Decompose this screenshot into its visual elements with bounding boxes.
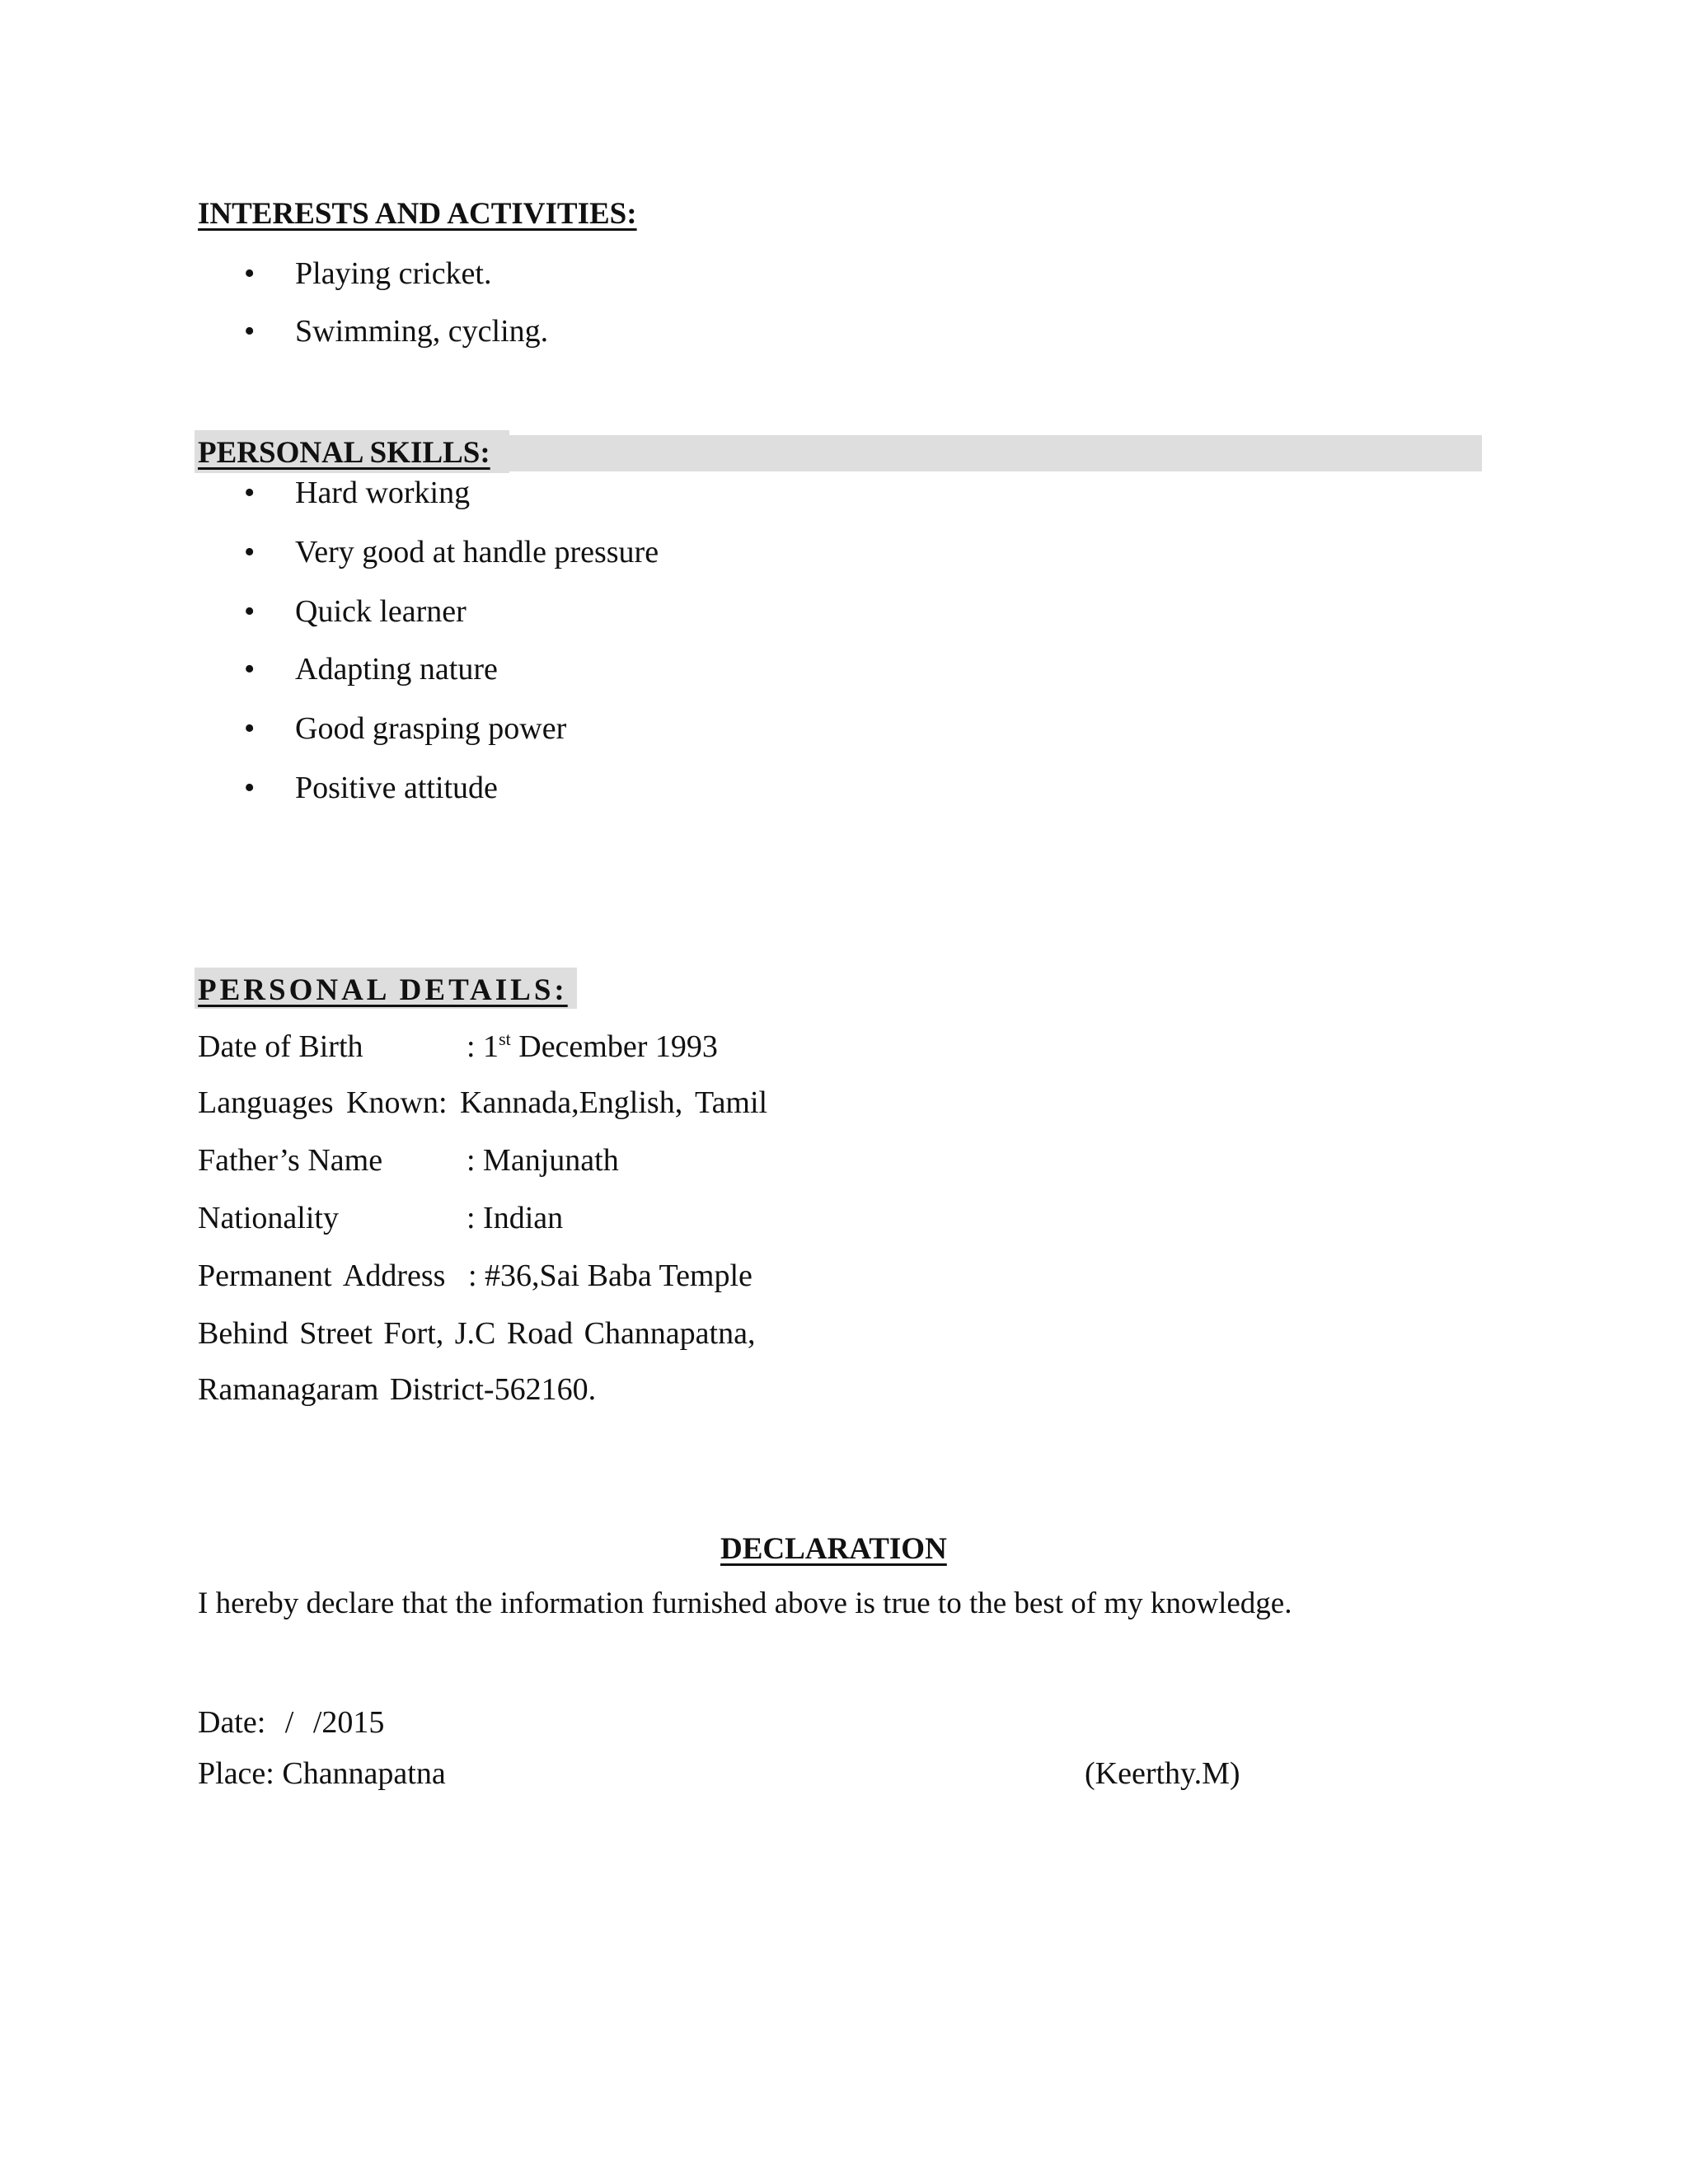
interests-heading: INTERESTS AND ACTIVITIES:: [198, 197, 637, 231]
nationality-value: : Indian: [467, 1201, 564, 1235]
place-line: Place: Channapatna: [198, 1756, 446, 1791]
list-item-label: Hard working: [295, 476, 471, 510]
dob-value: [467, 1029, 718, 1065]
list-item-label: Very good at handle pressure: [295, 535, 659, 569]
bullet-icon: •: [244, 711, 256, 746]
skills-heading: PERSONAL SKILLS:: [198, 436, 490, 470]
address-line-3: Ramanagaram District-562160.: [198, 1372, 597, 1407]
declaration-heading: DECLARATION: [720, 1532, 947, 1566]
declaration-text: I hereby declare that the information furnished above is true to the best of my knowledge.: [198, 1586, 1292, 1620]
address-label: Permanent Address: [198, 1258, 446, 1293]
address-value: : #36,Sai Baba Temple: [468, 1258, 753, 1293]
signature-name: (Keerthy.M): [1085, 1756, 1240, 1791]
dob-rest: December 1993: [510, 1029, 718, 1064]
date-line: Date: / /2015: [198, 1705, 385, 1740]
bullet-icon: •: [244, 535, 256, 569]
dob-day: : 1: [467, 1029, 499, 1064]
dob-suffix: st: [499, 1029, 511, 1049]
bullet-icon: •: [244, 771, 256, 805]
bullet-icon: •: [244, 256, 256, 291]
father-value: : Manjunath: [467, 1143, 619, 1178]
bullet-icon: •: [244, 652, 256, 687]
nationality-label: Nationality: [198, 1201, 339, 1235]
list-item-label: Swimming, cycling.: [295, 314, 549, 349]
list-item-label: Adapting nature: [295, 652, 498, 687]
languages-line: Languages Known: Kannada,English, Tamil: [198, 1085, 768, 1120]
dob-label: Date of Birth: [198, 1029, 363, 1064]
bullet-icon: •: [244, 594, 256, 629]
bullet-icon: •: [244, 314, 256, 349]
list-item-label: Positive attitude: [295, 771, 498, 805]
list-item-label: Good grasping power: [295, 711, 567, 746]
details-heading: PERSONAL DETAILS:: [198, 973, 568, 1007]
father-label: Father’s Name: [198, 1143, 383, 1178]
list-item-label: Playing cricket.: [295, 256, 492, 291]
list-item-label: Quick learner: [295, 594, 467, 629]
bullet-icon: •: [244, 476, 256, 510]
address-line-2: Behind Street Fort, J.C Road Channapatna,: [198, 1316, 756, 1351]
